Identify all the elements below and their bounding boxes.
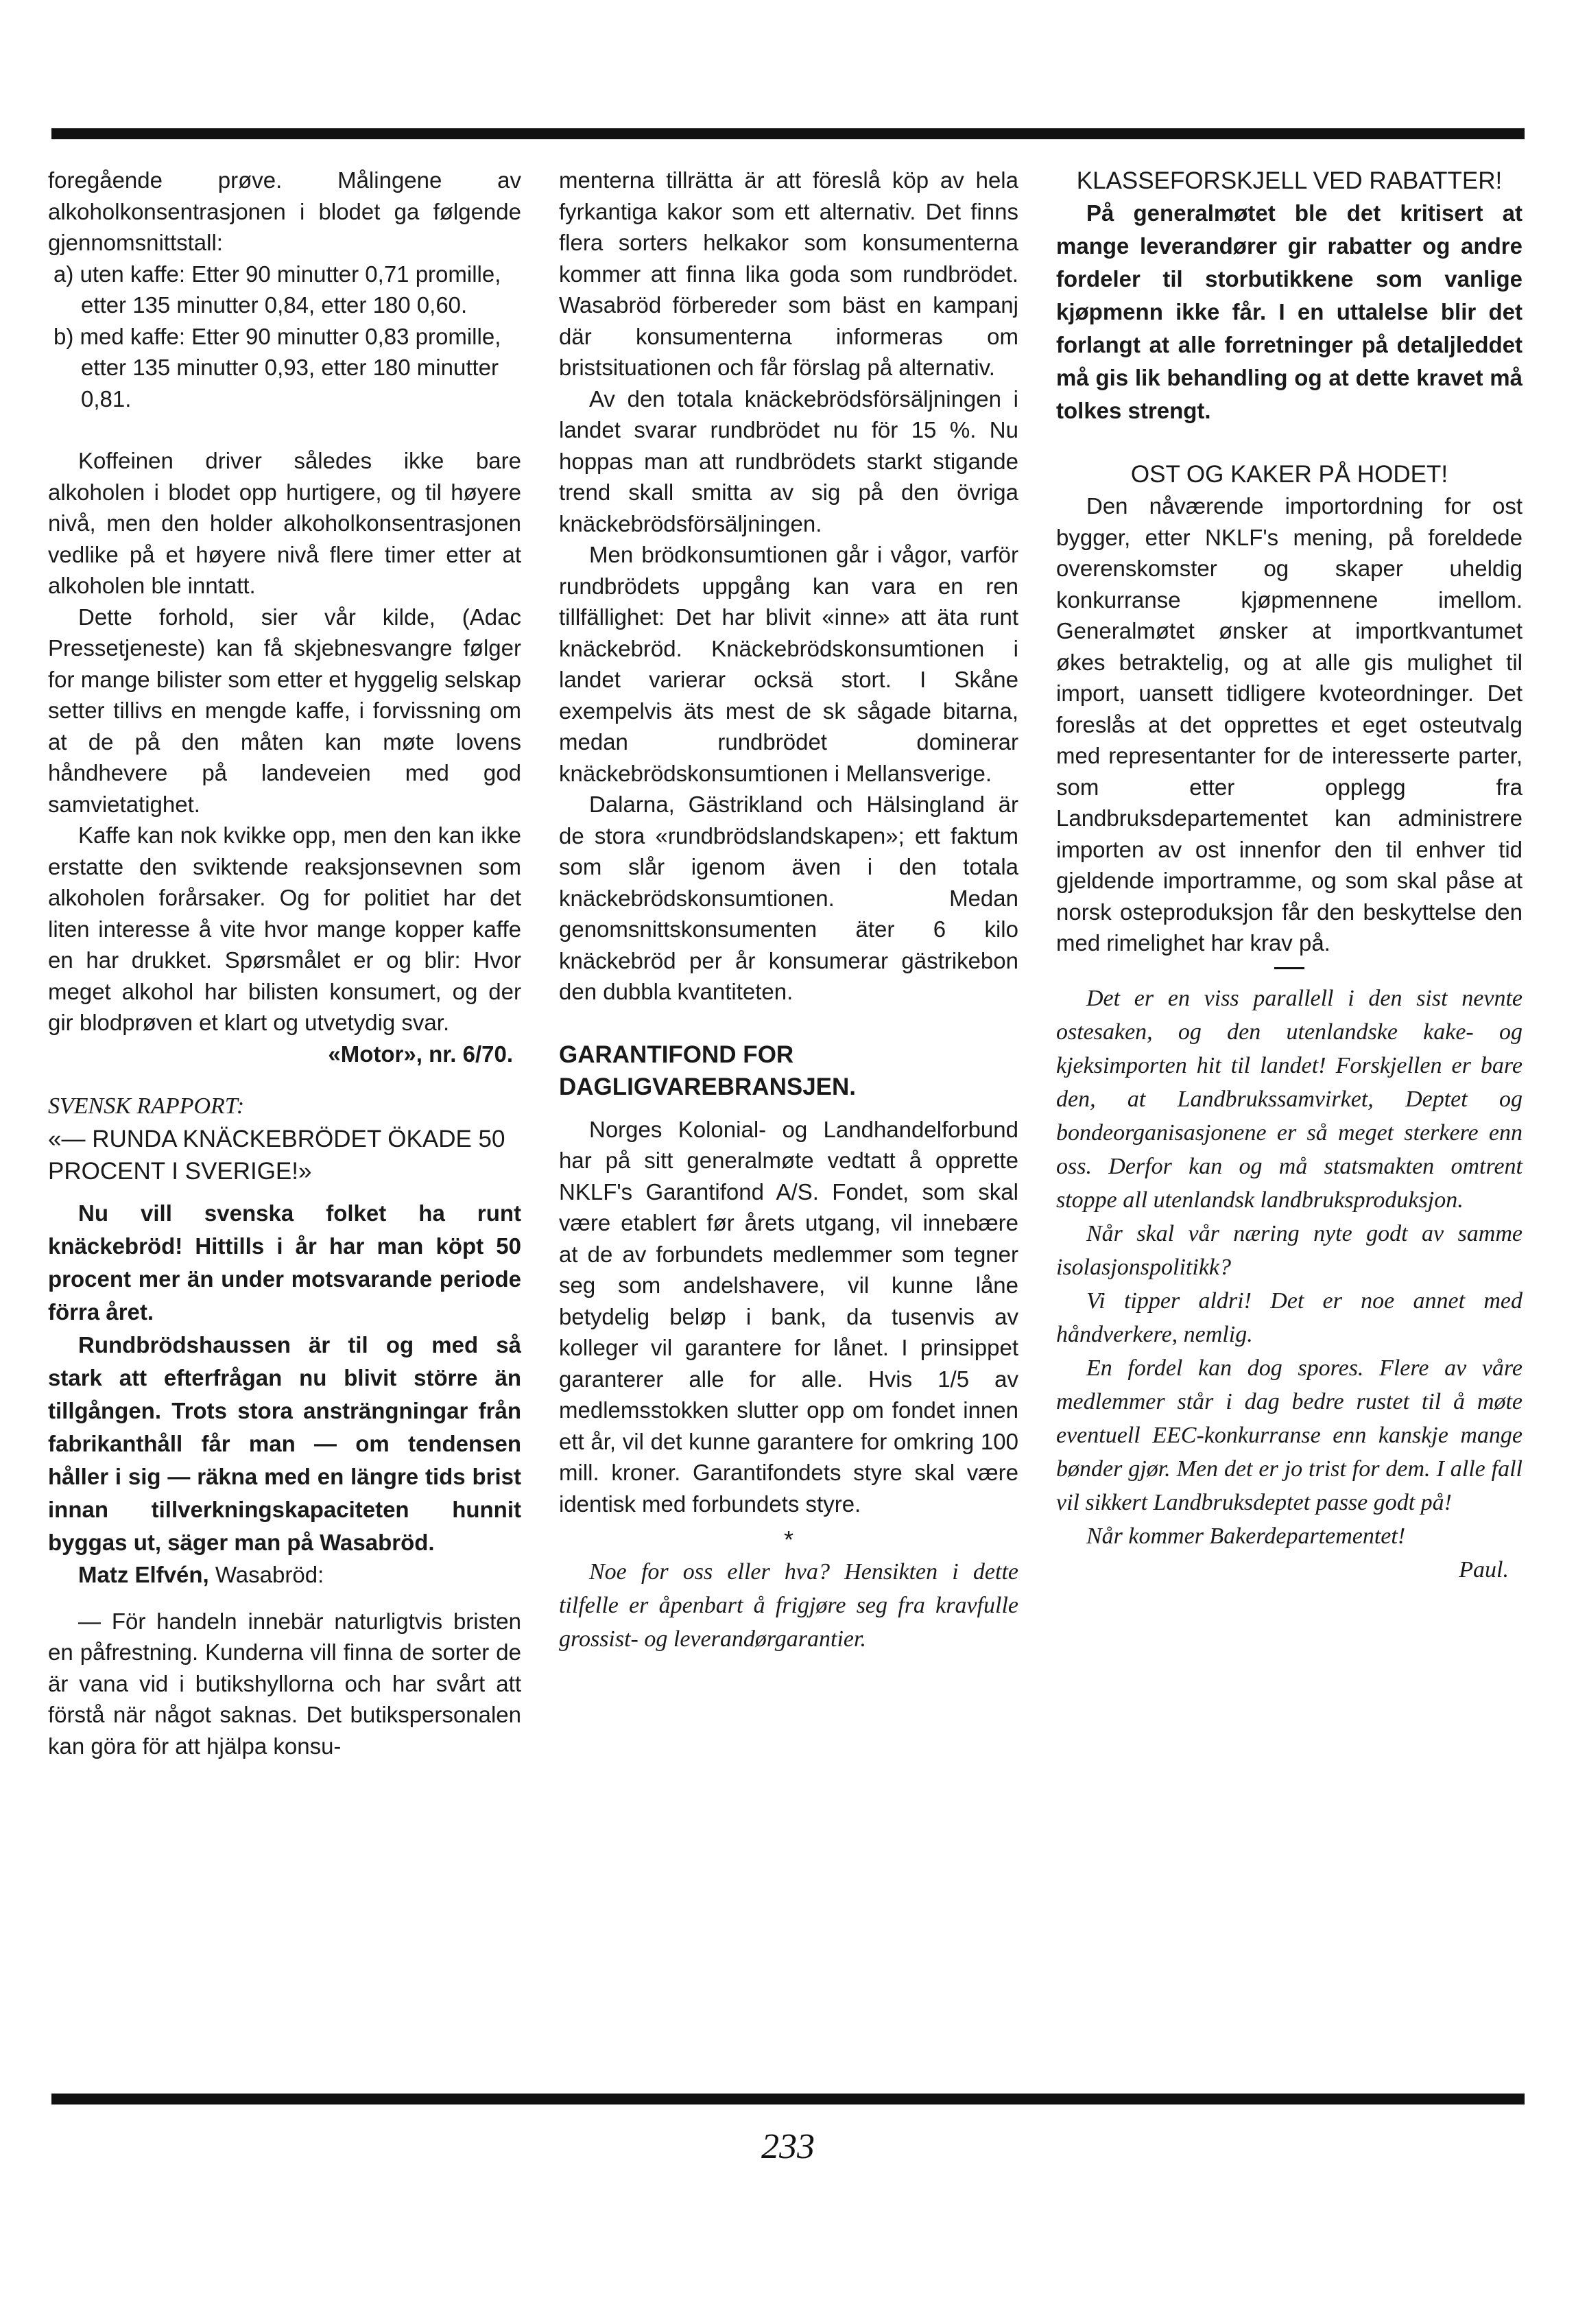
spacer xyxy=(559,1103,1018,1114)
intro-paragraph: foregående prøve. Målingene av alkoholkonsentrasjonen i blodet ga følgende gjennomsnittstall: xyxy=(48,167,521,255)
short-rule xyxy=(1274,967,1304,969)
asterisk-divider: * xyxy=(783,1526,793,1554)
speaker-name: Matz Elfvén, xyxy=(78,1562,209,1587)
speaker-line xyxy=(48,1559,521,1591)
paragraph-continued: menterna tillrätta är att föreslå köp av hela fyrkantiga kakor som ett alternativ. Det finns flera sorters helkakor som konsumenterna kommer att finna lika goda som rundbrödet. Wasabröd förbereder som bäst en kampanj där konsumenterna informeras om bristsituationen och får förslag på alternativ. xyxy=(559,167,1018,380)
heading-klasseforskjell: KLASSEFORSKJELL VED RABATTER! xyxy=(1076,167,1503,194)
heading-ost-og-kaker: OST OG KAKER PÅ HODET! xyxy=(1130,461,1448,488)
spacer xyxy=(48,1591,521,1606)
italic-paragraph-3: Vi tipper aldri! Det er noe annet med håndverkere, nemlig. xyxy=(1056,1288,1523,1347)
paragraph-sales: Av den totala knäckebrödsförsäljningen i landet svarar rundbrödet nu för 15 %. Nu hoppas man att rundbrödets starkt stigande trend skall smitta av sig på den övriga knäckebrödsförsäljningen. xyxy=(559,386,1018,536)
quote-paragraph: — För handeln innebär naturligtvis bristen en påfrestning. Kunderna vill finna de sorter de är vana vid i butikshyllorna och har svårt att förstå när något saknas. Det butikspersonalen kan göra för att hjälpa konsu- xyxy=(48,1608,521,1759)
list-item-a: a) uten kaffe: Etter 90 minutter 0,71 promille, etter 135 minutter 0,84, etter 180 0,60. xyxy=(53,261,501,318)
page-number: 233 xyxy=(761,2127,815,2166)
italic-paragraph-2: Når skal vår næring nyte godt av samme isolasjonspolitikk? xyxy=(1056,1220,1523,1280)
signature: Paul. xyxy=(1459,1556,1509,1582)
editorial-comment: Noe for oss eller hva? Hensikten i dette tilfelle er åpenbart å frigjøre seg fra kravfulle grossist- og leverandørgarantier. xyxy=(559,1559,1018,1652)
column-middle xyxy=(559,165,1018,1656)
paragraph-consumption: Men brödkonsumtionen går i vågor, varför rundbrödets uppgång kan vara en ren tillfällighet: Det har blivit «inne» att äta runt knäckebröd. Knäckebrödskonsumtionen i landet varierar ocksä stort. I Skåne exempelvis äts mest de sk sågade bitarna, medan rundbrödet dominerar knäckebrödskonsumtionen i Mellansverige. xyxy=(559,542,1018,786)
section-kicker: SVENSK RAPPORT: xyxy=(48,1093,245,1119)
paragraph-coffee-2: Dette forhold, sier vår kilde, (Adac Pressetjeneste) kan få skjebnesvangre følger for mange bilister som etter et hyggelig selskap setter tillivs en mengde kaffe, i forvissning om at de på den måten kan møte lovens håndhevere på landeveien med god samvietatighet. xyxy=(48,604,521,817)
heading-garantifond: GARANTIFOND FOR DAGLIGVAREBRANSJEN. xyxy=(559,1041,857,1100)
paragraph-import: Den nåværende importordning for ost bygger, etter NKLF's mening, på foreldede overenskomster og skaper uheldig konkurranse kjøpmennene imellom. Generalmøtet ønsker at importkvantumet økes betraktelig, og at alle gis mulighet til import, uansett tidligere kvoteordninger. Det foreslås at det opprettes et eget osteutvalg med representanter for de interesserte parter, som etter opplegg fra Landbruksdepartementet kan administrere importen av ost innenfor den til enhver tid gjeldende importramme, og som skal påse at norsk osteproduksjon får den beskyttelse den med rimelighet har krav på. xyxy=(1056,493,1523,956)
paragraph-coffee-1: Koffeinen driver således ikke bare alkoholen i blodet opp hurtigere, og til høyere nivå, men den holder alkoholkonsentrasjonen vedlike på et høyere nivå flere timer etter at alkoholen ble inntatt. xyxy=(48,448,521,598)
column-right xyxy=(1056,165,1523,1587)
spacer xyxy=(48,1187,521,1197)
column-left xyxy=(48,165,521,1762)
headline-knackebrod: «— RUNDA KNÄCKEBRÖDET ÖKADE 50 PROCENT I SVERIGE!» xyxy=(48,1126,505,1185)
italic-paragraph-5: Når kommer Bakerdepartementet! xyxy=(1086,1523,1406,1549)
list-item-b: b) med kaffe: Etter 90 minutter 0,83 promille, etter 135 minutter 0,93, etter 180 minutter 0,81. xyxy=(53,323,501,412)
paragraph-garantifond: Norges Kolonial- og Landhandelforbund har på sitt generalmøte vedtatt å opprette NKLF's Garantifond A/S. Fondet, som skal være etablert før årets utgang, vil innebære at de av forbundets medlemmer som tegner seg som andelshavere, vil kunne låne betydelig beløp i bank, da tusenvis av kolleger vil garantere for lånet. I prinsippet garanterer alle for alle. Hvis 1/5 av medlemsstokken slutter opp om fondet innen ett år, vil det kunne garantere for omkring 100 mill. kroner. Garantifondets styre skal være identisk med forbundets styre. xyxy=(559,1116,1018,1517)
speaker-org: Wasabröd: xyxy=(208,1562,324,1587)
lead-paragraph-1: Nu vill svenska folket ha runt knäckebröd! Hittills i år har man köpt 50 procent mer än under motsvarande periode förra året. xyxy=(48,1200,521,1325)
spacer xyxy=(48,1069,521,1090)
paragraph-coffee-3: Kaffe kan nok kvikke opp, men den kan ikke erstatte den sviktende reaksjonsevnen som alkoholen forårsaker. Og for politiet har det liten interesse å vite hvor mange kopper kaffe en har drukket. Spørsmålet er og blir: Hvor meget alkohol har bilisten konsumert, og der gir blodprøven et klart og utvetydig svar. xyxy=(48,822,521,1035)
italic-paragraph-1: Det er en viss parallell i den sist nevnte ostesaken, og den utenlandske kake- og kjeksimporten hit til landet! Forskjellen er bare den, at Landbrukssamvirket, Deptet og bondeorganisasjonene er så meget sterkere enn oss. Derfor kan og må statsmakten omtrent stoppe all utenlandsk landbruksproduksjon. xyxy=(1056,985,1523,1213)
bottom-rule xyxy=(51,2094,1525,2104)
lead-paragraph-2: Rundbrödshaussen är til og med så stark att efterfrågan nu blivit större än tillgången. Trots stora ansträngningar från fabrikanthåll får man — om tendensen håller i sig — räkna med en längre tids brist innan tillverkningskapaciteten hunnit byggas ut, säger man på Wasabröd. xyxy=(48,1332,521,1555)
italic-paragraph-4: En fordel kan dog spores. Flere av våre medlemmer står i dag bedre rustet til å møte eventuell EEC-konkurranse enn kanskje mange bønder gjør. Men det er jo trist for dem. I alle fall vil sikkert Landbruksdeptet passe godt på! xyxy=(1056,1355,1523,1515)
lead-rabatter: På generalmøtet ble det kritisert at mange leverandører gir rabatter og andre fordeler til storbutikkene som vanlige kjøpmenn ikke får. I en uttalelse blir det forlangt at alle forretninger på detaljleddet må gis lik behandling og at dette kravet må tolkes strengt. xyxy=(1056,200,1523,423)
source-citation: «Motor», nr. 6/70. xyxy=(328,1041,513,1067)
top-rule xyxy=(51,128,1525,139)
spacer xyxy=(48,414,521,445)
spacer xyxy=(559,1008,1018,1039)
spacer xyxy=(1056,427,1523,458)
paragraph-regions: Dalarna, Gästrikland och Hälsingland är de stora «rundbrödslandskapen»; ett faktum som slår igenom även i den totala knäckebrödskonsumtionen. Medan genomsnittskonsumenten äter 6 kilo knäckebröd per år konsumerar gästrikebon den dubbla kvantiteten. xyxy=(559,792,1018,1004)
